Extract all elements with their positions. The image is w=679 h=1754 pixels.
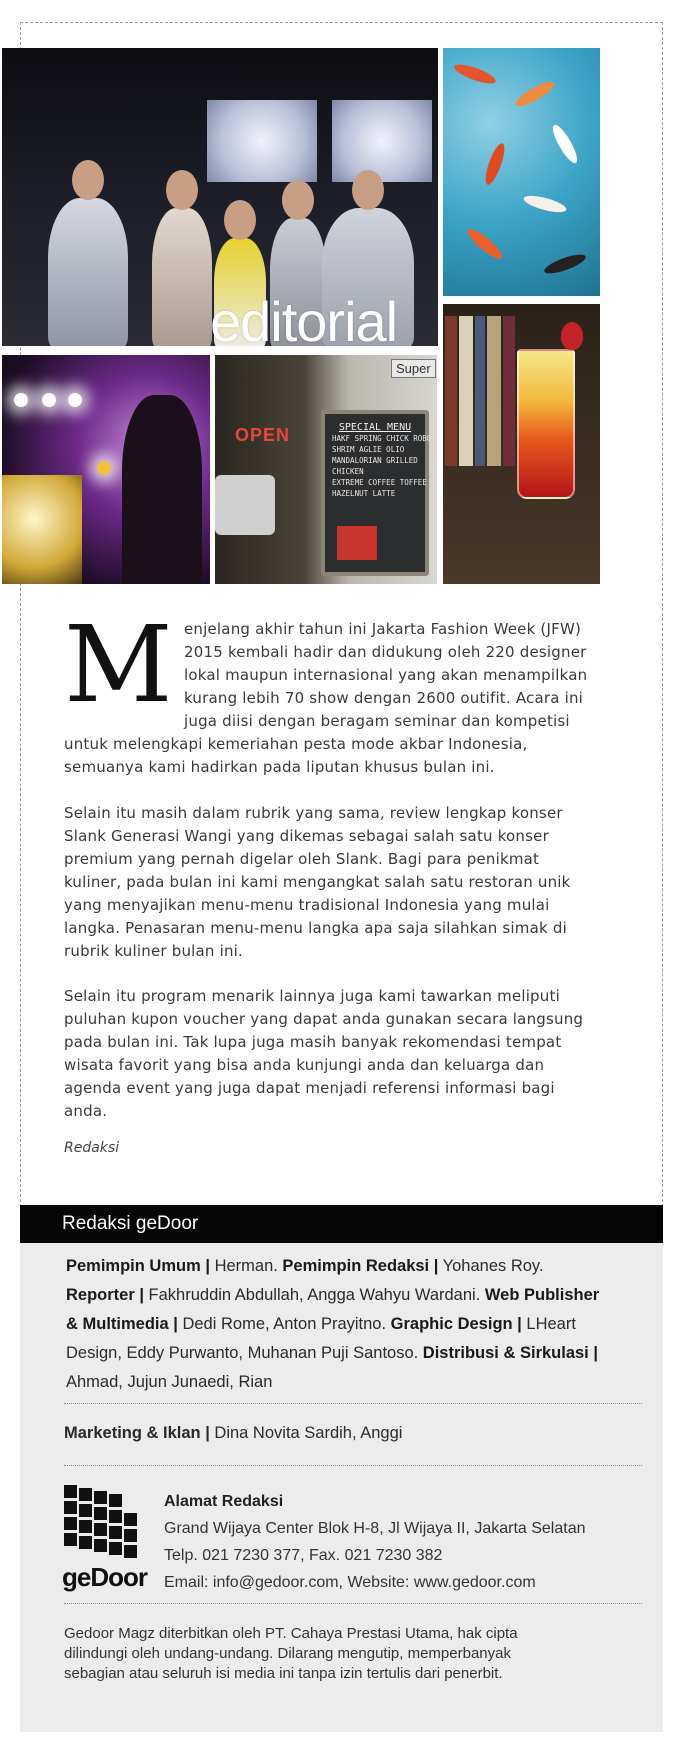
gedoor-logo-mark bbox=[64, 1485, 146, 1561]
stage-light bbox=[68, 393, 82, 407]
notice-line: sebagian atau seluruh isi media ini tanpa izin tertulis dari penerbit. bbox=[64, 1665, 503, 1682]
menu-board-item: HAKF SPRING CHICK ROBO bbox=[332, 434, 432, 443]
koi-pond-photo bbox=[443, 48, 600, 296]
text-line: premium yang pernah digelar oleh Slank. Bagi para penikmat bbox=[64, 850, 540, 868]
staff-role: Reporter | bbox=[66, 1286, 144, 1304]
staff-role: Pemimpin Redaksi | bbox=[282, 1257, 439, 1275]
menu-board-item: MANDALORIAN GRILLED bbox=[332, 456, 418, 465]
paragraph-3 bbox=[64, 985, 583, 1123]
book-spine bbox=[503, 316, 515, 466]
book-spine bbox=[459, 316, 473, 466]
book-spine bbox=[445, 316, 457, 466]
menu-board-item: HAZELNUT LATTE bbox=[332, 489, 396, 498]
text-line: enjelang akhir tahun ini Jakarta Fashion Week (JFW) bbox=[184, 620, 582, 638]
stage-screen bbox=[207, 100, 317, 182]
strawberry bbox=[561, 322, 583, 350]
parked-car bbox=[215, 475, 275, 535]
staff-line bbox=[66, 1339, 606, 1368]
text-line: kurang lebih 70 show dengan 2600 outifit. Acara ini bbox=[184, 689, 584, 707]
notice-line: Gedoor Magz diterbitkan oleh PT. Cahaya Prestasi Utama, hak cipta bbox=[64, 1625, 518, 1642]
copyright-notice bbox=[64, 1624, 624, 1684]
text-line: Selain itu program menarik lainnya juga kami tawarkan meliputi bbox=[64, 987, 560, 1005]
model-figure bbox=[48, 198, 128, 346]
cafe-photo bbox=[215, 355, 437, 584]
dashed-border-top bbox=[20, 22, 663, 23]
text-line: yang menyajikan menu-menu tradisional Indonesia yang mulai bbox=[64, 896, 550, 914]
staff-names: Ahmad, Jujun Junaedi, Rian bbox=[66, 1373, 273, 1391]
special-menu-board bbox=[321, 410, 432, 576]
text-line: semuanya kami hadirkan pada liputan khusus bulan ini. bbox=[64, 758, 495, 776]
model-figure bbox=[152, 208, 212, 346]
staff-names: Design, Eddy Purwanto, Muhanan Puji Santoso. bbox=[66, 1344, 423, 1362]
menu-board-item: SHRIM AGLIE OLIO bbox=[332, 445, 405, 454]
notice-line: dilindungi oleh undang-undang. Dilarang mengutip, memperbanyak bbox=[64, 1645, 511, 1662]
text-line: rubrik kuliner bulan ini. bbox=[64, 942, 243, 960]
koi-fish bbox=[542, 251, 587, 277]
stage-light bbox=[42, 393, 56, 407]
marketing-credits bbox=[64, 1424, 402, 1443]
staff-role: Pemimpin Umum | bbox=[66, 1257, 210, 1275]
staff-role: Distribusi & Sirkulasi | bbox=[422, 1344, 598, 1362]
menu-board-title: SPECIAL MENU bbox=[338, 422, 412, 433]
address-phone: Telp. 021 7230 377, Fax. 021 7230 382 bbox=[164, 1547, 443, 1564]
drop-cap: M bbox=[64, 603, 173, 726]
text-line: 2015 kembali hadir dan didukung oleh 220 designer bbox=[184, 643, 587, 661]
stage-light bbox=[14, 393, 28, 407]
text-line: langka. Penasaran menu-menu langka apa saja silahkan simak di bbox=[64, 919, 567, 937]
stage-screen bbox=[332, 100, 432, 182]
signature: Redaksi bbox=[64, 1140, 120, 1156]
staff-names: Dina Novita Sardih, Anggi bbox=[209, 1424, 403, 1442]
text-line: kuliner, pada bulan ini kami mengangkat salah satu restoran unik bbox=[64, 873, 571, 891]
menu-board-sticker bbox=[337, 526, 377, 560]
koi-fish bbox=[464, 225, 505, 262]
text-line: juga diisi dengan beragam seminar dan kompetisi bbox=[184, 712, 570, 730]
staff-line bbox=[66, 1368, 606, 1397]
text-line: agenda event yang juga dapat menjadi referensi informasi bagi bbox=[64, 1079, 555, 1097]
book-spine bbox=[475, 316, 485, 466]
staff-names: Dedi Rome, Anton Prayitno. bbox=[177, 1315, 391, 1333]
staff-role: & Multimedia | bbox=[66, 1315, 178, 1333]
koi-fish bbox=[549, 122, 581, 166]
address-block bbox=[164, 1488, 586, 1596]
koi-fish bbox=[482, 141, 508, 186]
dotted-divider bbox=[64, 1403, 642, 1404]
koi-fish bbox=[522, 193, 568, 216]
book-spine bbox=[487, 316, 501, 466]
text-line: wisata favorit yang bisa anda kunjungi anda dan keluarga dan bbox=[64, 1056, 545, 1074]
text-line: anda. bbox=[64, 1102, 108, 1120]
staff-credits bbox=[66, 1252, 606, 1397]
staff-names: Herman. bbox=[209, 1257, 283, 1275]
open-sign: OPEN bbox=[235, 425, 291, 445]
menu-board-item: CHICKEN bbox=[332, 467, 364, 476]
koi-fish bbox=[513, 78, 557, 110]
super-sign: Super bbox=[391, 359, 436, 378]
address-contact: Email: info@gedoor.com, Website: www.gedoor.com bbox=[164, 1574, 536, 1591]
menu-board-item: EXTREME COFFEE TOFFEE bbox=[332, 478, 427, 487]
koi-fish bbox=[452, 61, 497, 87]
staff-line bbox=[66, 1310, 606, 1339]
address-street: Grand Wijaya Center Blok H-8, Jl Wijaya II, Jakarta Selatan bbox=[164, 1520, 586, 1537]
staff-names: LHeart bbox=[521, 1315, 576, 1333]
paragraph-1-indented bbox=[184, 618, 587, 733]
paragraph-1-full bbox=[64, 733, 527, 779]
drink-photo bbox=[443, 304, 600, 584]
staff-role: Marketing & Iklan | bbox=[64, 1424, 210, 1442]
text-line: Selain itu masih dalam rubrik yang sama, review lengkap konser bbox=[64, 804, 563, 822]
stage-light bbox=[97, 461, 111, 475]
staff-line bbox=[66, 1281, 606, 1310]
cocktail-glass bbox=[517, 349, 575, 499]
staff-line bbox=[66, 1252, 606, 1281]
dotted-divider bbox=[64, 1465, 642, 1466]
text-line: lokal maupun internasional yang akan menampilkan bbox=[184, 666, 588, 684]
paragraph-2 bbox=[64, 802, 571, 963]
performer-silhouette bbox=[2, 475, 82, 584]
performer-silhouette bbox=[122, 395, 202, 584]
text-line: untuk melengkapi kemeriahan pesta mode akbar Indonesia, bbox=[64, 735, 528, 753]
dotted-divider bbox=[64, 1603, 642, 1604]
staff-role: Web Publisher bbox=[484, 1286, 600, 1304]
text-line: puluhan kupon voucher yang dapat anda gunakan secara langsung bbox=[64, 1010, 584, 1028]
dashed-border-right bbox=[662, 22, 663, 1212]
editorial-title: editorial bbox=[210, 290, 398, 353]
text-line: pada bulan ini. Tak lupa juga masih banyak rekomendasi tempat bbox=[64, 1033, 562, 1051]
masthead-title: Redaksi geDoor bbox=[62, 1213, 199, 1234]
staff-names: Fakhruddin Abdullah, Angga Wahyu Wardani. bbox=[143, 1286, 485, 1304]
staff-role: Graphic Design | bbox=[390, 1315, 522, 1333]
masthead-header bbox=[20, 1205, 663, 1243]
address-heading: Alamat Redaksi bbox=[164, 1493, 284, 1510]
text-line: Slank Generasi Wangi yang dikemas sebagai salah satu konser bbox=[64, 827, 549, 845]
staff-names: Yohanes Roy. bbox=[438, 1257, 544, 1275]
concert-photo bbox=[2, 355, 210, 584]
gedoor-logo-text: geDoor bbox=[62, 1562, 147, 1592]
